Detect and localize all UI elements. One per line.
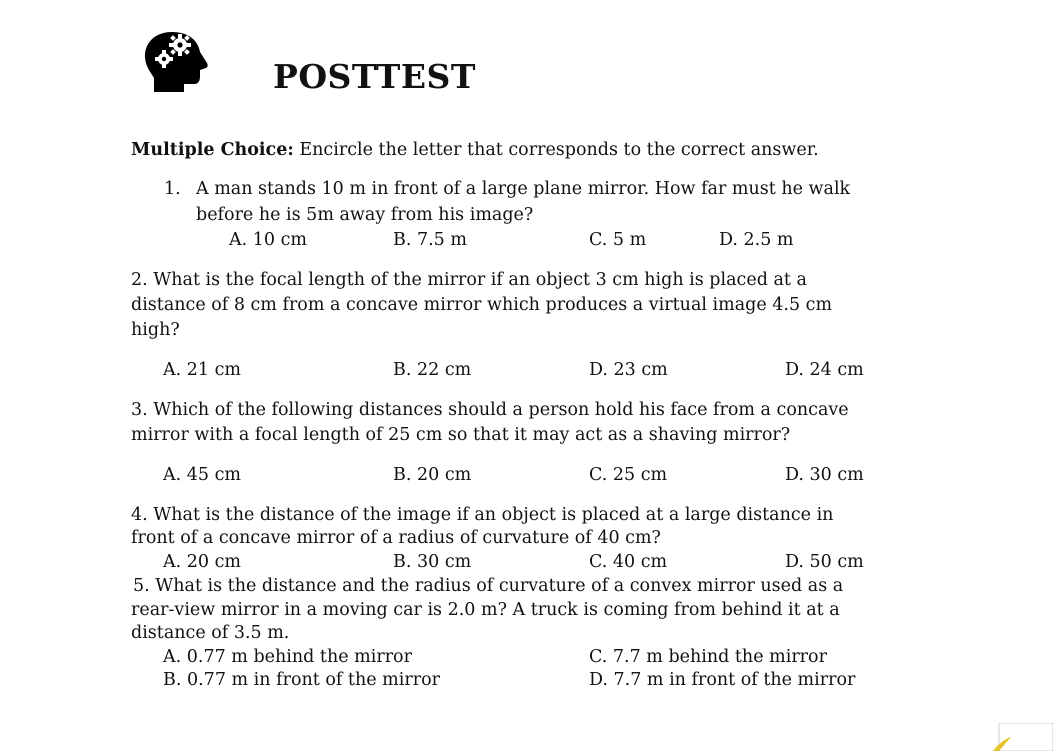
question-text-line: rear-view mirror in a moving car is 2.0 m? A truck is coming from behind it at a bbox=[131, 600, 840, 620]
answer-option[interactable]: C. 25 cm bbox=[589, 465, 668, 485]
answer-option[interactable]: D. 50 cm bbox=[785, 552, 864, 572]
question-number: 1. bbox=[164, 179, 181, 199]
question-text-line: 4. What is the distance of the image if an object is placed at a large distance in bbox=[131, 505, 834, 525]
answer-option[interactable]: C. 7.7 m behind the mirror bbox=[589, 647, 827, 667]
question-text-line: before he is 5m away from his image? bbox=[196, 205, 534, 225]
answer-option[interactable]: B. 22 cm bbox=[393, 360, 472, 380]
answer-option[interactable]: B. 7.5 m bbox=[393, 230, 467, 250]
page-title: POSTTEST bbox=[273, 57, 476, 96]
answer-option[interactable]: B. 30 cm bbox=[393, 552, 472, 572]
answer-option[interactable]: B. 20 cm bbox=[393, 465, 472, 485]
question-text-line: front of a concave mirror of a radius of curvature of 40 cm? bbox=[131, 528, 661, 548]
question-text-line: mirror with a focal length of 25 cm so that it may act as a shaving mirror? bbox=[131, 425, 791, 445]
question-text-line: 5. What is the distance and the radius of curvature of a convex mirror used as a bbox=[133, 576, 844, 596]
question-text-line: 3. Which of the following distances should a person hold his face from a concave bbox=[131, 400, 849, 420]
question-text-line: distance of 3.5 m. bbox=[131, 623, 290, 643]
answer-option[interactable]: D. 7.7 m in front of the mirror bbox=[589, 670, 856, 690]
instructions bbox=[131, 139, 819, 161]
answer-option[interactable]: A. 0.77 m behind the mirror bbox=[163, 647, 412, 667]
head-gears-icon bbox=[142, 30, 216, 94]
corner-decoration bbox=[993, 723, 1053, 751]
question-text-line: distance of 8 cm from a concave mirror which produces a virtual image 4.5 cm bbox=[131, 295, 833, 315]
answer-option[interactable]: D. 30 cm bbox=[785, 465, 864, 485]
answer-option[interactable]: D. 23 cm bbox=[589, 360, 668, 380]
answer-option[interactable]: A. 10 cm bbox=[229, 230, 307, 250]
answer-option[interactable]: B. 0.77 m in front of the mirror bbox=[163, 670, 440, 690]
answer-option[interactable]: C. 40 cm bbox=[589, 552, 668, 572]
answer-option[interactable]: A. 20 cm bbox=[163, 552, 241, 572]
answer-option[interactable]: A. 45 cm bbox=[163, 465, 241, 485]
instructions-label: Multiple Choice: bbox=[131, 140, 294, 160]
answer-option[interactable]: D. 24 cm bbox=[785, 360, 864, 380]
question-text-line: high? bbox=[131, 320, 180, 340]
answer-option[interactable]: A. 21 cm bbox=[163, 360, 241, 380]
instructions-text: Encircle the letter that corresponds to the correct answer. bbox=[299, 140, 819, 160]
question-text-line: 2. What is the focal length of the mirror if an object 3 cm high is placed at a bbox=[131, 270, 807, 290]
answer-option[interactable]: D. 2.5 m bbox=[719, 230, 794, 250]
question-text-line: A man stands 10 m in front of a large plane mirror. How far must he walk bbox=[196, 179, 851, 199]
answer-option[interactable]: C. 5 m bbox=[589, 230, 647, 250]
